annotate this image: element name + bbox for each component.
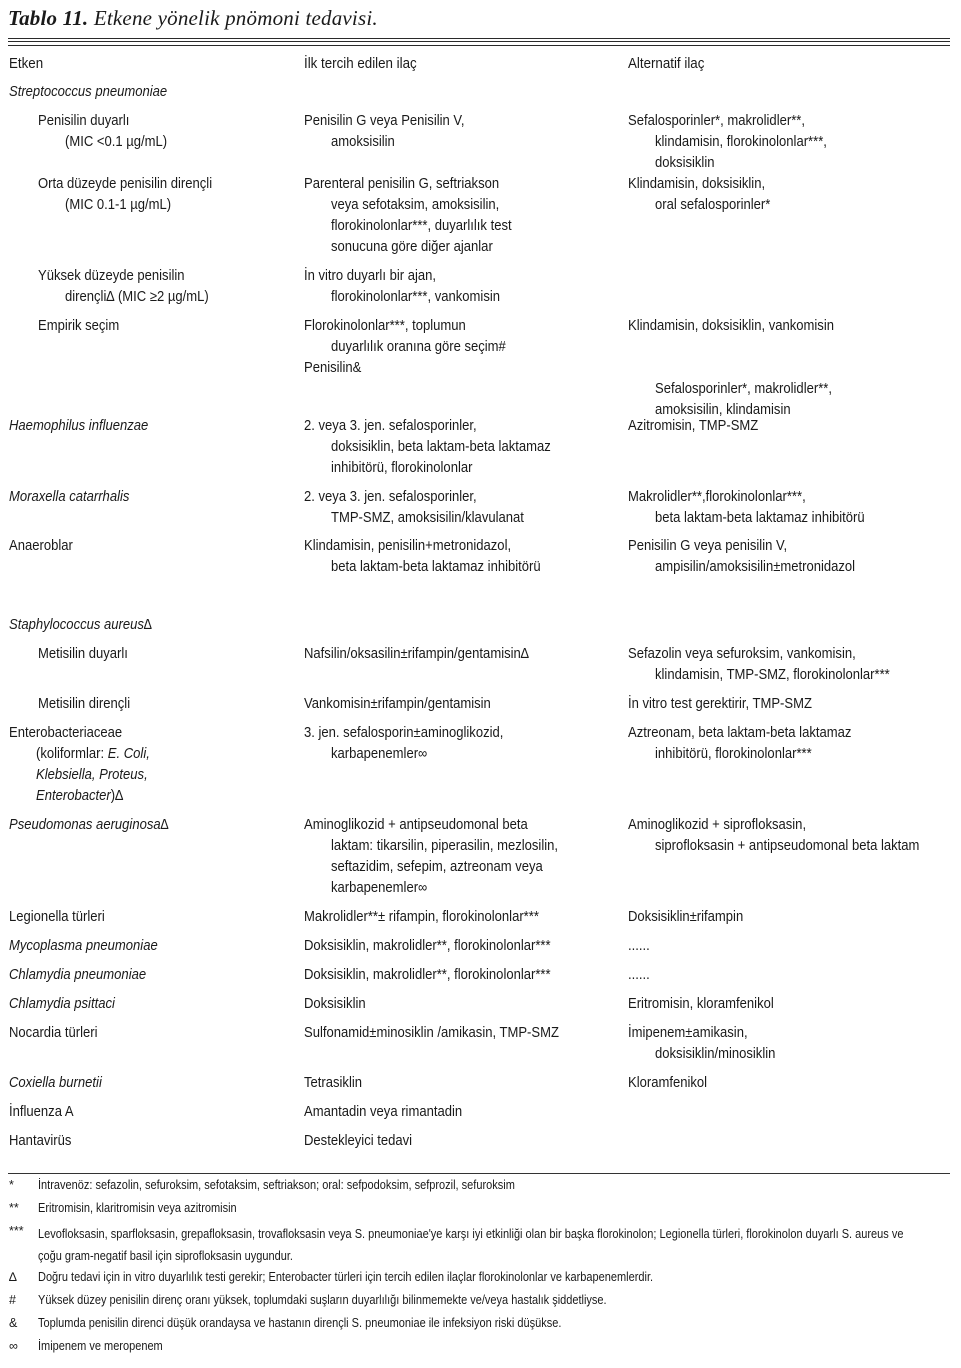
footnote-line: Yüksek düzey penisilin direnç oranı yüksek, toplumdaki suşların duyarlılığı bilinmemekte ve/veya hastalık şiddetliyse. — [38, 1293, 607, 1307]
footnote-symbol: & — [9, 1316, 18, 1330]
etken-cell — [38, 316, 119, 337]
alternative-cell — [628, 965, 650, 986]
first-choice-cell-line: Destekleyici tedavi — [304, 1133, 413, 1149]
footnote-symbol: ** — [9, 1201, 19, 1215]
table-row — [0, 615, 961, 644]
alternative-cell-line: Klindamisin, doksisiklin, vankomisin — [628, 318, 834, 334]
footnote-symbol: * — [9, 1178, 14, 1192]
etken-cell — [9, 1102, 74, 1123]
alternative-cell-line: Kloramfenikol — [628, 1075, 708, 1091]
etken-cell-line: Penisilin duyarlı — [38, 113, 130, 129]
table-row — [0, 1102, 961, 1131]
footnote-rule — [8, 1173, 950, 1174]
footnote — [0, 1292, 961, 1315]
etken-cell-line: Hantavirüs — [9, 1133, 72, 1149]
alternative-cell-line: ...... — [628, 967, 650, 983]
table-row — [0, 358, 961, 416]
etken-cell-line: Staphylococcus aureus∆ — [9, 617, 152, 633]
etken-cell-line: Enterobacteriaceae — [9, 725, 123, 741]
table-row — [0, 1131, 961, 1160]
etken-cell-line: Nocardia türleri — [9, 1025, 98, 1041]
alternative-cell-line: İn vitro test gerektirir, TMP-SMZ — [628, 696, 812, 712]
top-rule-3 — [8, 45, 950, 46]
first-choice-cell-line: seftazidim, sefepim, aztreonam veya — [331, 859, 543, 875]
first-choice-cell — [304, 694, 491, 715]
first-choice-cell — [304, 1073, 362, 1094]
alternative-cell-line: Sefalosporinler*, makrolidler**, — [655, 381, 832, 397]
etken-cell — [9, 815, 169, 836]
header-etken: Etken — [9, 56, 44, 72]
etken-cell-line: Pseudomonas aeruginosa∆ — [9, 817, 169, 833]
etken-cell — [9, 1023, 97, 1044]
etken-cell — [9, 1073, 102, 1094]
table-row — [0, 694, 961, 723]
table-row — [0, 723, 961, 815]
alternative-cell-line: klindamisin, florokinolonlar***, — [655, 134, 827, 150]
footnote-text — [38, 1315, 561, 1331]
alternative-cell — [628, 536, 855, 578]
etken-cell — [38, 644, 128, 665]
alternative-cell-line: İmipenem±amikasin, — [628, 1025, 748, 1041]
first-choice-cell-line: Doksisiklin, makrolidler**, florokinolonlar*** — [304, 938, 551, 954]
etken-cell — [38, 694, 130, 715]
etken-cell-line: (MIC 0.1-1 µg/mL) — [65, 197, 172, 213]
alternative-cell-line: Sefalosporinler*, makrolidler**, — [628, 113, 805, 129]
first-choice-cell-line: karbapenemler∞ — [331, 746, 428, 762]
first-choice-cell-line: Florokinolonlar***, toplumun — [304, 318, 466, 334]
footnote — [0, 1223, 961, 1269]
etken-cell — [9, 907, 105, 928]
footnote-line: Eritromisin, klaritromisin veya azitromisin — [38, 1201, 237, 1215]
first-choice-cell — [304, 644, 529, 665]
etken-cell — [9, 82, 167, 103]
alternative-cell — [628, 174, 770, 216]
first-choice-cell-line: karbapenemler∞ — [331, 880, 428, 896]
first-choice-cell — [304, 266, 500, 308]
first-choice-cell-line: amoksisilin — [331, 134, 395, 150]
first-choice-cell-line: veya sefotaksim, amoksisilin, — [331, 197, 500, 213]
first-choice-cell — [304, 416, 551, 479]
alternative-cell-line: Aztreonam, beta laktam-beta laktamaz — [628, 725, 852, 741]
etken-cell — [9, 536, 73, 557]
table-row — [0, 965, 961, 994]
table-number: Tablo 11. — [8, 6, 89, 30]
alternative-cell-line: Doksisiklin±rifampin — [628, 909, 744, 925]
first-choice-cell-line: 2. veya 3. jen. sefalosporinler, — [304, 418, 477, 434]
etken-cell — [38, 174, 212, 216]
first-choice-cell-line: Doksisiklin — [304, 996, 366, 1012]
etken-cell-line: Legionella türleri — [9, 909, 105, 925]
table-row — [0, 487, 961, 536]
footnote-line: İntravenöz: sefazolin, sefuroksim, sefotaksim, seftriakson; oral: sefpodoksim, sefprozil, sefuroksim — [38, 1178, 515, 1192]
first-choice-cell-line: Penisilin G veya Penisilin V, — [304, 113, 465, 129]
etken-cell-line: Klebsiella, Proteus, — [36, 767, 148, 783]
first-choice-cell-line: Parenteral penisilin G, seftriakson — [304, 176, 500, 192]
first-choice-cell-line: florokinolonlar***, vankomisin — [331, 289, 501, 305]
alternative-cell — [628, 316, 834, 337]
first-choice-cell-line: duyarlılık oranına göre seçim# — [331, 339, 506, 355]
first-choice-cell — [304, 1023, 559, 1044]
alternative-cell-line: Penisilin G veya penisilin V, — [628, 538, 788, 554]
etken-cell — [9, 936, 158, 957]
footnote-text — [38, 1269, 653, 1285]
first-choice-cell — [304, 316, 506, 358]
etken-cell-line: Empirik seçim — [38, 318, 120, 334]
alternative-cell — [628, 487, 865, 529]
etken-cell — [9, 615, 152, 636]
alternative-cell-line: inhibitörü, florokinolonlar*** — [655, 746, 812, 762]
table-row — [0, 316, 961, 358]
footnote — [0, 1338, 961, 1361]
etken-cell-line: Anaeroblar — [9, 538, 73, 554]
footnote-text — [38, 1200, 237, 1216]
etken-cell-line: İnfluenza A — [9, 1104, 74, 1120]
alternative-cell-line: beta laktam-beta laktamaz inhibitörü — [655, 510, 865, 526]
footnote — [0, 1177, 961, 1200]
first-choice-cell-line: florokinolonlar***, duyarlılık test — [331, 218, 512, 234]
alternative-cell — [628, 1023, 775, 1065]
alternative-cell-line: Sefazolin veya sefuroksim, vankomisin, — [628, 646, 856, 662]
etken-cell-line: Mycoplasma pneumoniae — [9, 938, 158, 954]
footnote-line: İmipenem ve meropenem — [38, 1339, 163, 1353]
footnote-line: çoğu gram-negatif basil için siprofloksasin uygundur. — [38, 1249, 293, 1263]
header-first-choice: İlk tercih edilen ilaç — [304, 56, 417, 72]
footnote — [0, 1269, 961, 1292]
etken-cell — [9, 487, 129, 508]
first-choice-cell-line: inhibitörü, florokinolonlar — [331, 460, 473, 476]
first-choice-cell — [304, 174, 512, 258]
etken-cell-line: Haemophilus influenzae — [9, 418, 149, 434]
etken-cell — [38, 111, 167, 153]
etken-cell-line: dirençli∆ (MIC ≥2 µg/mL) — [65, 289, 209, 305]
table-title — [8, 6, 378, 31]
alternative-cell — [628, 111, 827, 174]
first-choice-cell — [304, 907, 539, 928]
first-choice-cell-line: Klindamisin, penisilin+metronidazol, — [304, 538, 512, 554]
footnote-text — [38, 1223, 903, 1267]
first-choice-cell — [304, 965, 551, 986]
etken-cell-line: Metisilin duyarlı — [38, 646, 128, 662]
table-row — [0, 1073, 961, 1102]
top-rule-1 — [8, 38, 950, 39]
table-row — [0, 536, 961, 615]
first-choice-cell-line: Vankomisin±rifampin/gentamisin — [304, 696, 491, 712]
first-choice-cell — [304, 994, 366, 1015]
first-choice-cell — [304, 111, 465, 153]
etken-cell — [9, 416, 148, 437]
table-row — [0, 936, 961, 965]
etken-cell-line: Coxiella burnetii — [9, 1075, 102, 1091]
alternative-cell-line — [628, 358, 832, 379]
first-choice-cell-line: TMP-SMZ, amoksisilin/klavulanat — [331, 510, 524, 526]
first-choice-cell-line: Makrolidler**± rifampin, florokinolonlar*** — [304, 909, 539, 925]
alternative-cell-line: Eritromisin, kloramfenikol — [628, 996, 774, 1012]
alternative-cell-line: klindamisin, TMP-SMZ, florokinolonlar*** — [655, 667, 890, 683]
footnote-line: Levofloksasin, sparfloksasin, grepafloksasin, trovafloksasin veya S. pneumoniae'ye karşı iyi etkinliği olan bir başka florokinolon; Legionella türleri, florokinolon duyarlı S. aureus ve — [38, 1227, 904, 1241]
first-choice-cell-line: sonucuna göre diğer ajanlar — [331, 239, 493, 255]
first-choice-cell-line: Nafsilin/oksasilin±rifampin/gentamisin∆ — [304, 646, 529, 662]
footnote-symbol: ∞ — [9, 1339, 18, 1353]
alternative-cell-line: siprofloksasin + antipseudomonal beta laktam — [655, 838, 920, 854]
table-row — [0, 994, 961, 1023]
footnotes — [0, 1177, 961, 1361]
table-row — [0, 266, 961, 316]
alternative-cell-line: Aminoglikozid + siprofloksasin, — [628, 817, 807, 833]
first-choice-cell-line: Amantadin veya rimantadin — [304, 1104, 463, 1120]
footnote — [0, 1200, 961, 1223]
header-alternative: Alternatif ilaç — [628, 56, 705, 72]
etken-cell-line: Orta düzeyde penisilin dirençli — [38, 176, 213, 192]
alternative-cell — [628, 644, 890, 686]
alternative-cell-line: amoksisilin, klindamisin — [655, 402, 791, 418]
first-choice-cell — [304, 536, 541, 578]
alternative-cell — [628, 936, 650, 957]
footnote-line: Toplumda penisilin direnci düşük orandaysa ve hastanın dirençli S. pneumoniae ile infeksiyon riski düşükse. — [38, 1316, 562, 1330]
table-row — [0, 907, 961, 936]
table-caption: Etkene yönelik pnömoni tedavisi. — [93, 6, 378, 30]
first-choice-cell-line: 2. veya 3. jen. sefalosporinler, — [304, 489, 477, 505]
alternative-cell-line: ampisilin/amoksisilin±metronidazol — [655, 559, 856, 575]
etken-cell-line: Streptococcus pneumoniae — [9, 84, 168, 100]
etken-cell-line: Yüksek düzeyde penisilin — [38, 268, 185, 284]
table-row — [0, 174, 961, 266]
first-choice-cell-line: doksisiklin, beta laktam-beta laktamaz — [331, 439, 551, 455]
footnote — [0, 1315, 961, 1338]
table-row — [0, 82, 961, 111]
first-choice-cell-line: Sulfonamid±minosiklin /amikasin, TMP-SMZ — [304, 1025, 559, 1041]
etken-cell-line: (MIC <0.1 µg/mL) — [65, 134, 168, 150]
etken-cell — [9, 965, 146, 986]
first-choice-cell — [304, 815, 558, 899]
footnote-line: Doğru tedavi için in vitro duyarlılık testi gerekir; Enterobacter türleri için tercih edilen ilaçlar florokinolonlar ve karbapenemlerdir. — [38, 1270, 654, 1284]
alternative-cell — [628, 416, 758, 437]
etken-cell-line: Moraxella catarrhalis — [9, 489, 130, 505]
etken-cell — [9, 1131, 71, 1152]
etken-cell — [38, 266, 209, 308]
etken-cell-line: Enterobacter)∆ — [36, 788, 124, 804]
first-choice-cell-line: beta laktam-beta laktamaz inhibitörü — [331, 559, 541, 575]
alternative-cell — [628, 694, 812, 715]
first-choice-cell — [304, 1102, 462, 1123]
table-row — [0, 416, 961, 487]
alternative-cell-line: Klindamisin, doksisiklin, — [628, 176, 766, 192]
alternative-cell-line: doksisiklin — [655, 155, 715, 171]
etken-cell — [9, 723, 150, 807]
etken-cell-line: Chlamydia psittaci — [9, 996, 115, 1012]
first-choice-cell — [304, 936, 551, 957]
first-choice-cell — [304, 487, 524, 529]
alternative-cell — [628, 907, 743, 928]
first-choice-cell — [304, 723, 503, 765]
table-row — [0, 1023, 961, 1073]
first-choice-cell-line: laktam: tikarsilin, piperasilin, mezlosilin, — [331, 838, 559, 854]
first-choice-cell-line: Penisilin& — [304, 360, 362, 376]
footnote-text — [38, 1338, 163, 1354]
footnote-symbol: *** — [9, 1224, 24, 1238]
table-row — [0, 815, 961, 907]
footnote-text — [38, 1292, 607, 1308]
alternative-cell-line: Azitromisin, TMP-SMZ — [628, 418, 759, 434]
alternative-cell — [628, 994, 774, 1015]
etken-cell-line: Chlamydia pneumoniae — [9, 967, 147, 983]
first-choice-cell-line: Tetrasiklin — [304, 1075, 363, 1091]
table-row — [0, 644, 961, 694]
etken-cell-line: Metisilin dirençli — [38, 696, 131, 712]
first-choice-cell — [304, 358, 361, 379]
first-choice-cell — [304, 1131, 412, 1152]
first-choice-cell-line: 3. jen. sefalosporin±aminoglikozid, — [304, 725, 504, 741]
etken-cell — [9, 994, 115, 1015]
table-row — [0, 111, 961, 174]
first-choice-cell-line: Doksisiklin, makrolidler**, florokinolonlar*** — [304, 967, 551, 983]
alternative-cell-line: Makrolidler**,florokinolonlar***, — [628, 489, 806, 505]
alternative-cell-line: doksisiklin/minosiklin — [655, 1046, 776, 1062]
top-rule-2 — [8, 41, 950, 42]
treatment-table — [0, 82, 961, 1160]
alternative-cell-line: ...... — [628, 938, 650, 954]
alternative-cell — [628, 815, 919, 857]
first-choice-cell-line: Aminoglikozid + antipseudomonal beta — [304, 817, 528, 833]
etken-cell-line: (koliformlar: E. Coli, — [36, 746, 150, 762]
footnote-symbol: # — [9, 1293, 16, 1307]
footnote-text — [38, 1177, 515, 1193]
footnote-symbol: ∆ — [9, 1270, 17, 1284]
alternative-cell — [628, 723, 851, 765]
first-choice-cell-line: İn vitro duyarlı bir ajan, — [304, 268, 437, 284]
alternative-cell-line: oral sefalosporinler* — [655, 197, 771, 213]
alternative-cell — [628, 358, 832, 421]
alternative-cell — [628, 1073, 707, 1094]
